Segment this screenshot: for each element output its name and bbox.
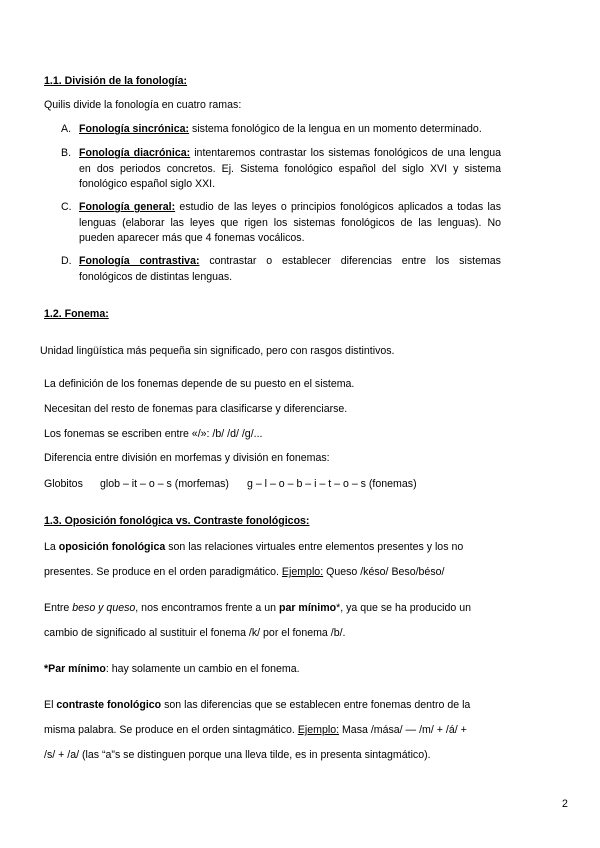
par-minimo-term: par mínimo — [279, 602, 337, 614]
example-phonemes: g – l – o – b – i – t – o – s (fonemas) — [247, 478, 417, 490]
list-letter: B. — [61, 147, 72, 159]
list-letter: D. — [61, 255, 72, 267]
list-text: contrastar o establecer diferencias entre los sistemas fonológicos de distintas lenguas. — [79, 255, 501, 283]
example-label: Ejemplo: — [297, 724, 340, 736]
example-label: Ejemplo: — [281, 566, 324, 578]
contraste-line-2: misma palabra. Se produce en el orden sintagmático. Ejemplo: Masa /mása/ — /m/ + /á/ + — [44, 724, 467, 736]
fonema-line-2: Necesitan del resto de fonemas para clasificarse y diferenciarse. — [44, 403, 348, 415]
list-term: Fonología general: — [79, 201, 176, 213]
list-term: Fonología sincrónica: — [79, 123, 190, 135]
note-term: *Par mínimo — [44, 663, 106, 675]
list-text: sistema fonológico de la lengua en un momento determinado. — [189, 123, 482, 135]
section-heading-1-1: 1.1. División de la fonología: — [44, 75, 188, 87]
list-item-d — [61, 254, 501, 285]
section-1-1-intro: Quilis divide la fonología en cuatro ramas: — [44, 99, 242, 111]
italic-words: beso y queso — [72, 602, 136, 614]
fonema-line-4: Diferencia entre división en morfemas y división en fonemas: — [44, 452, 330, 464]
par-minimo-line-1: Entre beso y queso, nos encontramos frente a un par mínimo*, ya que se ha producido un — [44, 602, 471, 614]
contraste-line-1: El contraste fonológico son las diferencias que se establecen entre fonemas dentro de la — [44, 699, 471, 711]
list-letter: A. — [61, 123, 72, 135]
par-minimo-line-2: cambio de significado al sustituir el fonema /k/ por el fonema /b/. — [44, 627, 346, 639]
list-term: Fonología diacrónica: — [79, 147, 191, 159]
example-morphemes: glob – it – o – s (morfemas) — [100, 478, 229, 490]
fonema-line-3: Los fonemas se escriben entre «/»: /b/ /d/ /g/... — [44, 428, 263, 440]
list-letter: C. — [61, 201, 72, 213]
oposicion-term: oposición fonológica — [58, 541, 166, 553]
list-item-c — [61, 200, 501, 247]
oposicion-line-2: presentes. Se produce en el orden paradigmático. Ejemplo: Queso /késo/ Beso/béso/ — [44, 566, 445, 578]
list-item-a — [61, 122, 501, 138]
list-text: intentaremos contrastar los sistemas fonológicos de una lengua en dos periodos concretos. Ej. Sistema fonológico español del siglo XVI y sistema fonológico español siglo XXI. — [79, 147, 502, 191]
list-term: Fonología contrastiva: — [79, 255, 200, 267]
oposicion-line-1: La oposición fonológica son las relaciones virtuales entre elementos presentes y los no — [44, 541, 464, 553]
contraste-line-3: /s/ + /a/ (las “a”s se distinguen porque una lleva tilde, es in presenta sintagmático). — [44, 749, 431, 761]
contraste-term: contraste fonológico — [56, 699, 162, 711]
list-item-b — [61, 146, 501, 193]
list-text: estudio de las leyes o principios fonológicos aplicados a todas las lenguas (elaborar las leyes que rigen los sistemas fonológicos de las lenguas). No pueden aparecer más que 4 fonemas vocálicos. — [79, 201, 501, 245]
page-number: 2 — [562, 798, 568, 810]
example-word: Globitos — [44, 478, 83, 490]
par-minimo-note: *Par mínimo: hay solamente un cambio en el fonema. — [44, 663, 300, 675]
fonema-line-1: La definición de los fonemas depende de su puesto en el sistema. — [44, 378, 355, 390]
section-heading-1-2: 1.2. Fonema: — [44, 308, 109, 320]
fonema-definition: Unidad lingüística más pequeña sin significado, pero con rasgos distintivos. — [40, 345, 395, 357]
section-heading-1-3: 1.3. Oposición fonológica vs. Contraste fonológicos: — [44, 515, 310, 527]
